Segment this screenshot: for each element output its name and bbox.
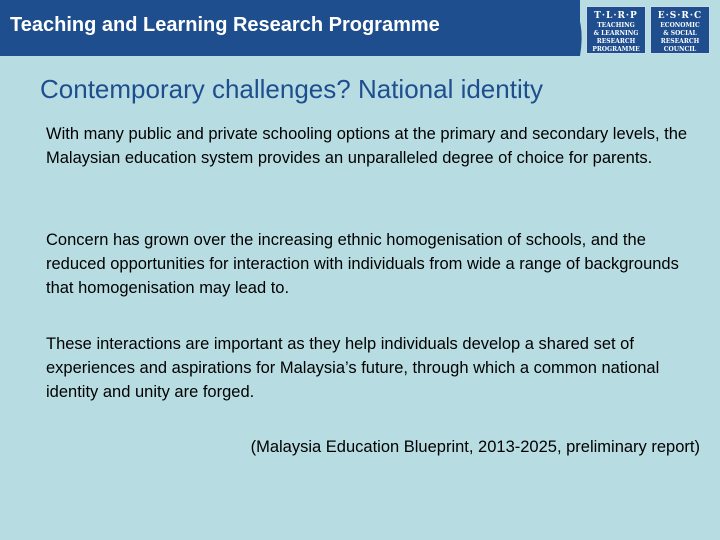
tlrp-logo-line: & LEARNING: [593, 30, 639, 37]
header-curve-shape: [520, 0, 590, 56]
paragraph-ethnic-homogenisation: Concern has grown over the increasing ethnic homogenisation of schools, and the reduced opportunities for interaction with individuals from wide a range of backgrounds that homogenisation may lead to.: [46, 231, 679, 297]
programme-title: Teaching and Learning Research Programme: [10, 14, 440, 36]
esrc-logo-line: & SOCIAL: [663, 30, 697, 37]
slide-title: Contemporary challenges? National identity: [40, 74, 543, 104]
tlrp-logo-head: T·L·R·P: [594, 11, 638, 21]
tlrp-logo-line: TEACHING: [597, 22, 635, 29]
esrc-logo-line: RESEARCH: [660, 38, 700, 45]
esrc-logo: [650, 6, 710, 54]
paragraph-schooling-choice: With many public and private schooling options at the primary and secondary levels, the Malaysian education system provides an unparalleled degree of choice for parents.: [46, 125, 688, 167]
citation: (Malaysia Education Blueprint, 2013-2025, preliminary report): [250, 438, 700, 456]
esrc-logo-head: E·S·R·C: [657, 11, 703, 21]
esrc-logo-line: COUNCIL: [663, 46, 697, 53]
paragraph-national-identity: These interactions are important as they help individuals develop a shared set of experiences and aspirations for Malaysia’s future, through which a common national identity and unity are forged.: [46, 335, 660, 401]
tlrp-logo-line: PROGRAMME: [592, 46, 640, 53]
esrc-logo-line: ECONOMIC: [660, 22, 700, 29]
tlrp-logo-line: RESEARCH: [596, 38, 636, 45]
slide-header: [0, 0, 720, 56]
tlrp-logo: [586, 6, 646, 54]
